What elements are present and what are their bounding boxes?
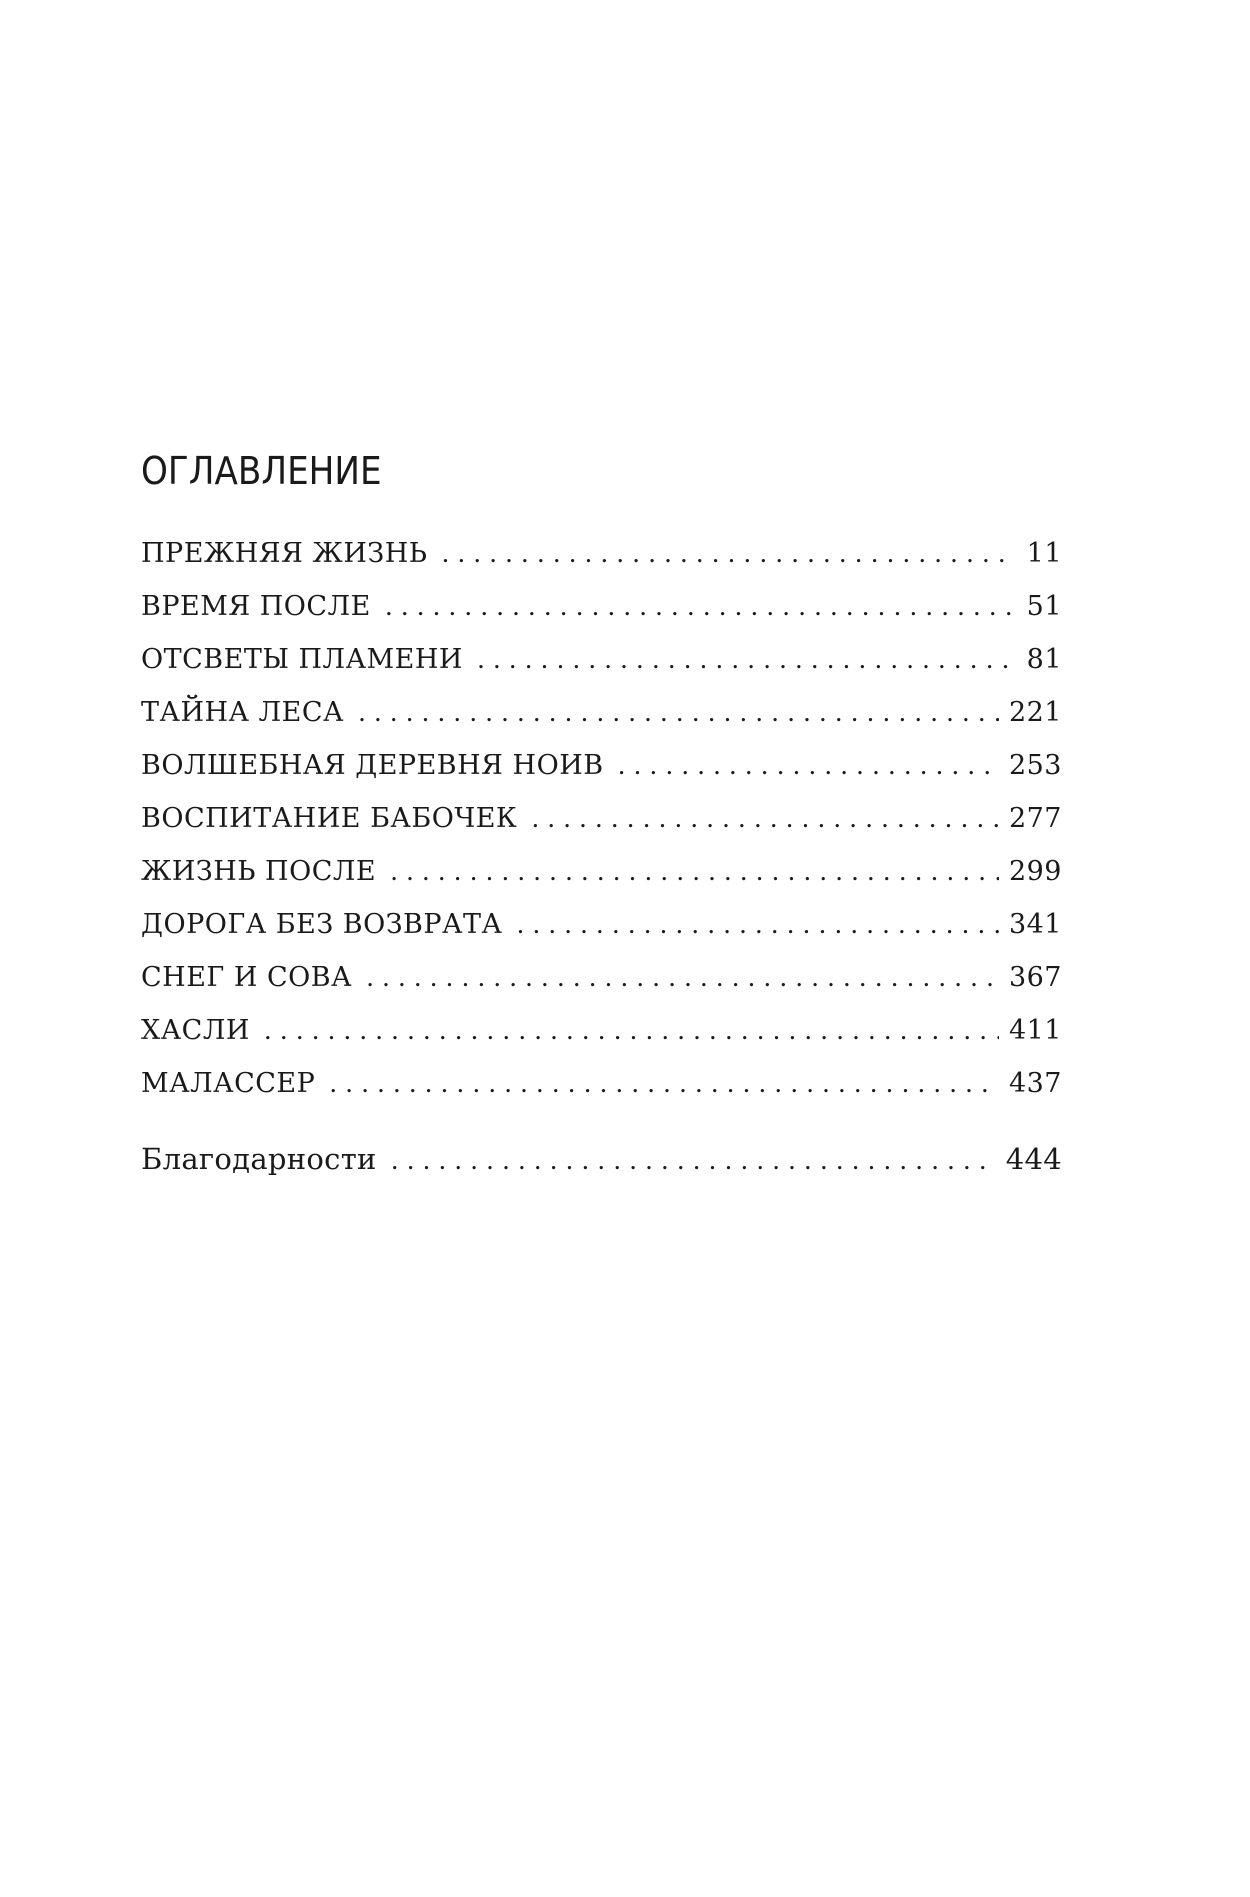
- toc-entry-page: 221: [1008, 697, 1062, 728]
- toc-entry-page: 51: [1026, 591, 1062, 622]
- toc-entry-page: 299: [1008, 856, 1062, 887]
- toc-entry[interactable]: [141, 644, 1062, 697]
- toc-entry-title: СНЕГ И СОВА: [141, 962, 353, 993]
- toc-entry[interactable]: [141, 697, 1062, 750]
- toc-entry-title: ВОЛШЕБНАЯ ДЕРЕВНЯ НОИВ: [141, 750, 604, 781]
- toc-dot-leader: [516, 910, 998, 939]
- toc-dot-leader: [390, 857, 999, 886]
- toc-entry-acknowledgements[interactable]: [141, 1142, 1062, 1195]
- toc-dot-leader: [441, 539, 1012, 568]
- toc-entry-title: МАЛАССЕР: [141, 1068, 316, 1099]
- toc-backmatter-list: [141, 1142, 1062, 1195]
- toc-entry-page: 341: [1008, 909, 1062, 940]
- toc-dot-leader: [385, 592, 1012, 621]
- toc-entry[interactable]: [141, 538, 1062, 591]
- toc-entry[interactable]: [141, 962, 1062, 1015]
- toc-heading: ОГЛАВЛЕНИЕ: [141, 449, 382, 493]
- toc-dot-leader: [391, 1146, 996, 1175]
- toc-entry-title: ВОСПИТАНИЕ БАБОЧЕК: [141, 803, 518, 834]
- toc-entry[interactable]: [141, 803, 1062, 856]
- toc-chapter-list: [141, 538, 1062, 1121]
- toc-entry[interactable]: [141, 750, 1062, 803]
- toc-entry-page: 367: [1008, 962, 1062, 993]
- toc-entry-title: Благодарности: [141, 1142, 377, 1176]
- toc-entry-page: 81: [1026, 644, 1062, 675]
- toc-entry[interactable]: [141, 591, 1062, 644]
- toc-entry-title: ЖИЗНЬ ПОСЛЕ: [141, 856, 377, 887]
- toc-entry-page: 253: [1008, 750, 1062, 781]
- toc-dot-leader: [358, 698, 999, 727]
- toc-entry-page: 444: [1005, 1142, 1062, 1176]
- toc-entry-title: ПРЕЖНЯЯ ЖИЗНЬ: [141, 538, 428, 569]
- toc-entry-page: 411: [1008, 1015, 1062, 1046]
- toc-entry-title: ТАЙНА ЛЕСА: [141, 697, 344, 728]
- toc-entry-page: 11: [1026, 538, 1062, 569]
- toc-entry[interactable]: [141, 1068, 1062, 1121]
- toc-entry-page: 277: [1008, 803, 1062, 834]
- toc-dot-leader: [477, 645, 1012, 674]
- toc-entry[interactable]: [141, 909, 1062, 962]
- toc-dot-leader: [531, 804, 999, 833]
- toc-entry-title: ДОРОГА БЕЗ ВОЗВРАТА: [141, 909, 503, 940]
- toc-dot-leader: [366, 963, 999, 992]
- toc-entry[interactable]: [141, 856, 1062, 909]
- toc-entry[interactable]: [141, 1015, 1062, 1068]
- toc-entry-page: 437: [1008, 1068, 1062, 1099]
- toc-entry-title: ХАСЛИ: [141, 1015, 250, 1046]
- toc-dot-leader: [264, 1016, 999, 1045]
- toc-dot-leader: [618, 751, 999, 780]
- toc-dot-leader: [329, 1069, 999, 1098]
- toc-entry-title: ОТСВЕТЫ ПЛАМЕНИ: [141, 644, 463, 675]
- toc-entry-title: ВРЕМЯ ПОСЛЕ: [141, 591, 371, 622]
